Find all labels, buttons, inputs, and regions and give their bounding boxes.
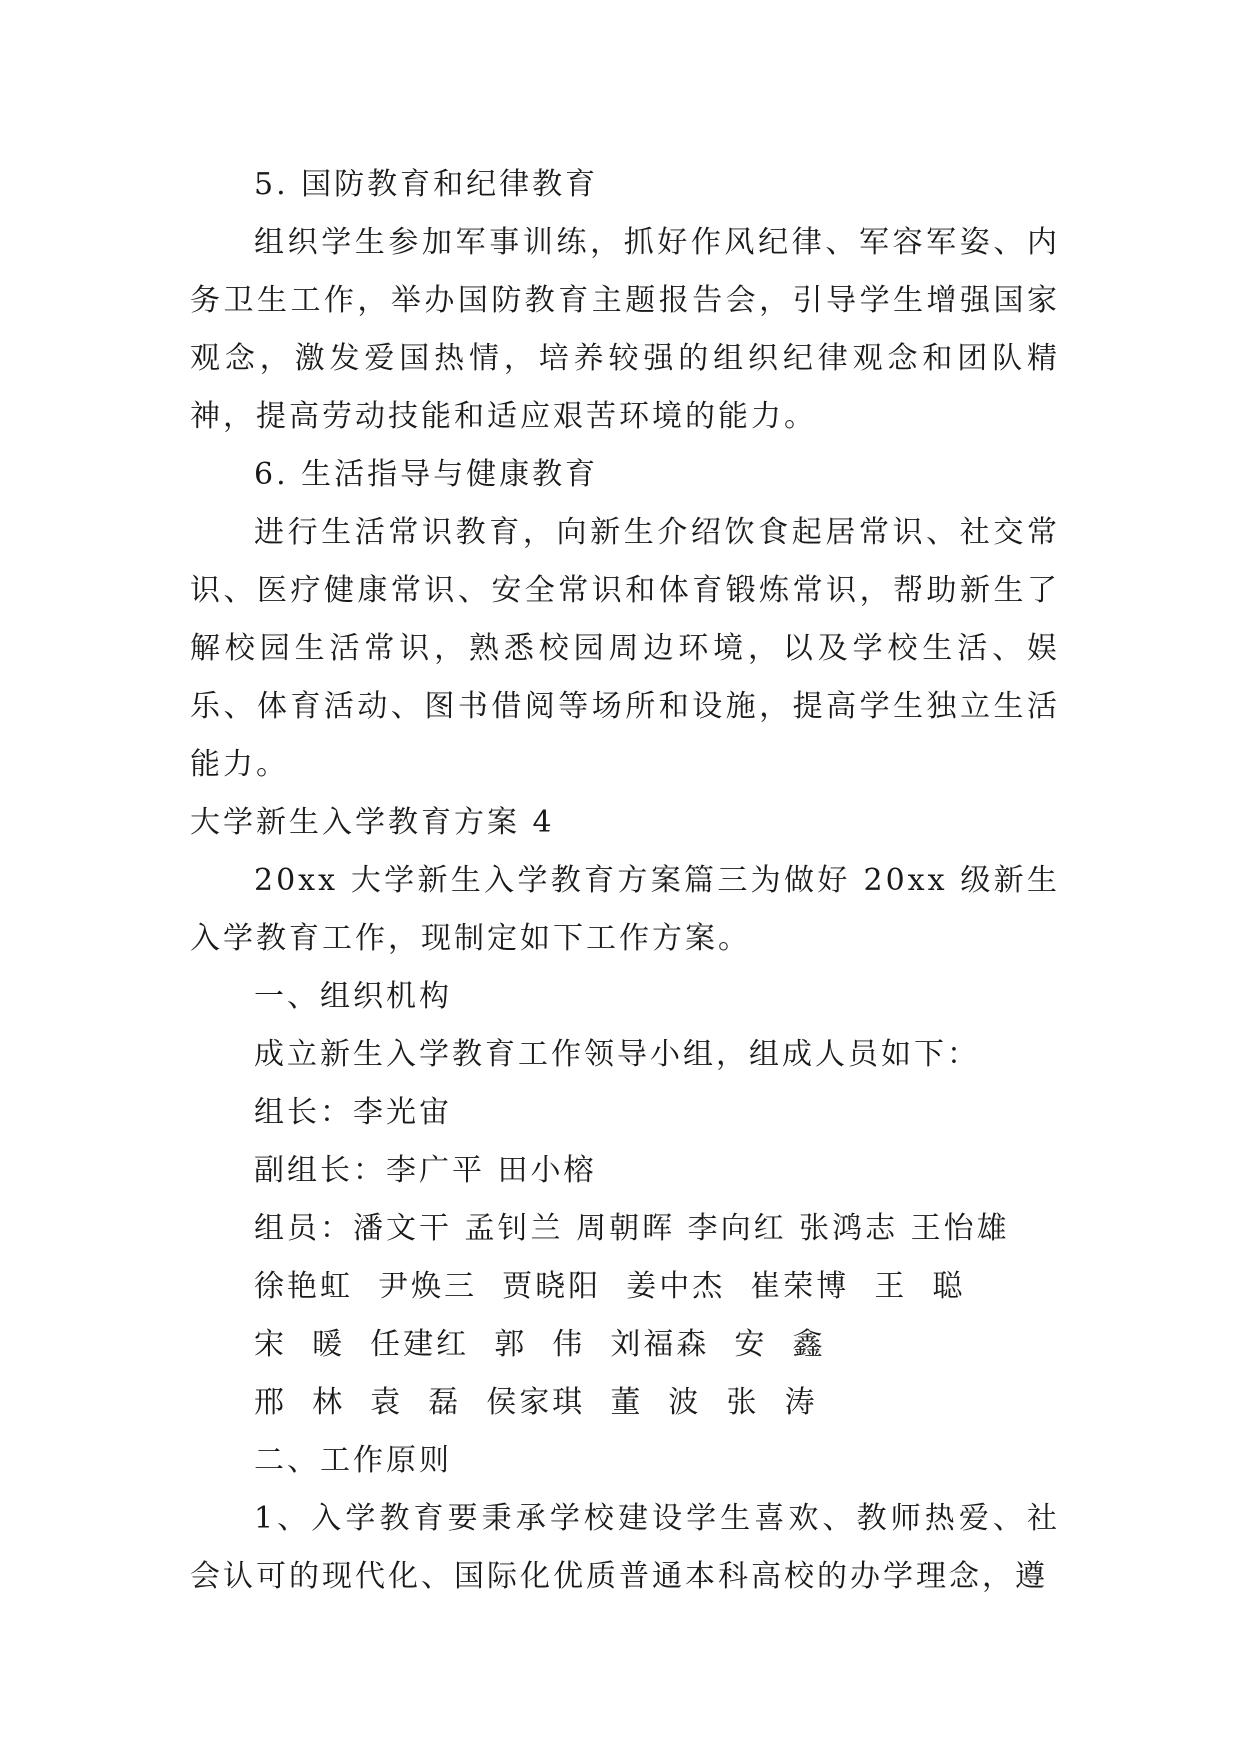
- leader-line: 组长：李光宙: [254, 1095, 452, 1130]
- section-heading-organization: 一、组织机构: [254, 979, 452, 1014]
- section-heading-principles: 二、工作原则: [254, 1443, 452, 1478]
- paragraph-defense-discipline: 组织学生参加军事训练，抓好作风纪律、军容军姿、内务卫生工作，举办国防教育主题报告会，引导学生增强国家观念，激发爱国热情，培养较强的组织纪律观念和团队精神，提高劳动技能和适应艰苦环境的能力。: [190, 225, 1060, 434]
- paragraph-principle-1: 1、入学教育要秉承学校建设学生喜欢、教师热爱、社会认可的现代化、国际化优质普通本科高校的办学理念，遵: [190, 1501, 1060, 1594]
- members-line-3: 宋 暖 任建红 郭 伟 刘福森 安 鑫: [254, 1327, 826, 1362]
- members-line-4: 邢 林 袁 磊 侯家琪 董 波 张 涛: [254, 1385, 818, 1420]
- section-heading-life-health: 6. 生活指导与健康教育: [254, 457, 599, 492]
- section-heading-defense-discipline: 5. 国防教育和纪律教育: [254, 167, 599, 202]
- paragraph-organization: 成立新生入学教育工作领导小组，组成人员如下：: [254, 1037, 980, 1072]
- members-line-1: 组员：潘文干 孟钊兰 周朝晖 李向红 张鸿志 王怡雄: [254, 1211, 1010, 1246]
- deputy-leader-line: 副组长：李广平 田小榕: [254, 1153, 597, 1188]
- document-subtitle: 大学新生入学教育方案 4: [190, 805, 555, 840]
- paragraph-life-health: 进行生活常识教育，向新生介绍饮食起居常识、社交常识、医疗健康常识、安全常识和体育锻炼常识，帮助新生了解校园生活常识，熟悉校园周边环境，以及学校生活、娱乐、体育活动、图书借阅等场所和设施，提高学生独立生活能力。: [190, 515, 1060, 782]
- members-line-2: 徐艳虹 尹焕三 贾晓阳 姜中杰 崔荣博 王 聪: [254, 1269, 966, 1304]
- paragraph-intro: 20xx 大学新生入学教育方案篇三为做好 20xx 级新生入学教育工作，现制定如下工作方案。: [190, 863, 1060, 956]
- document-body: [190, 156, 1060, 1606]
